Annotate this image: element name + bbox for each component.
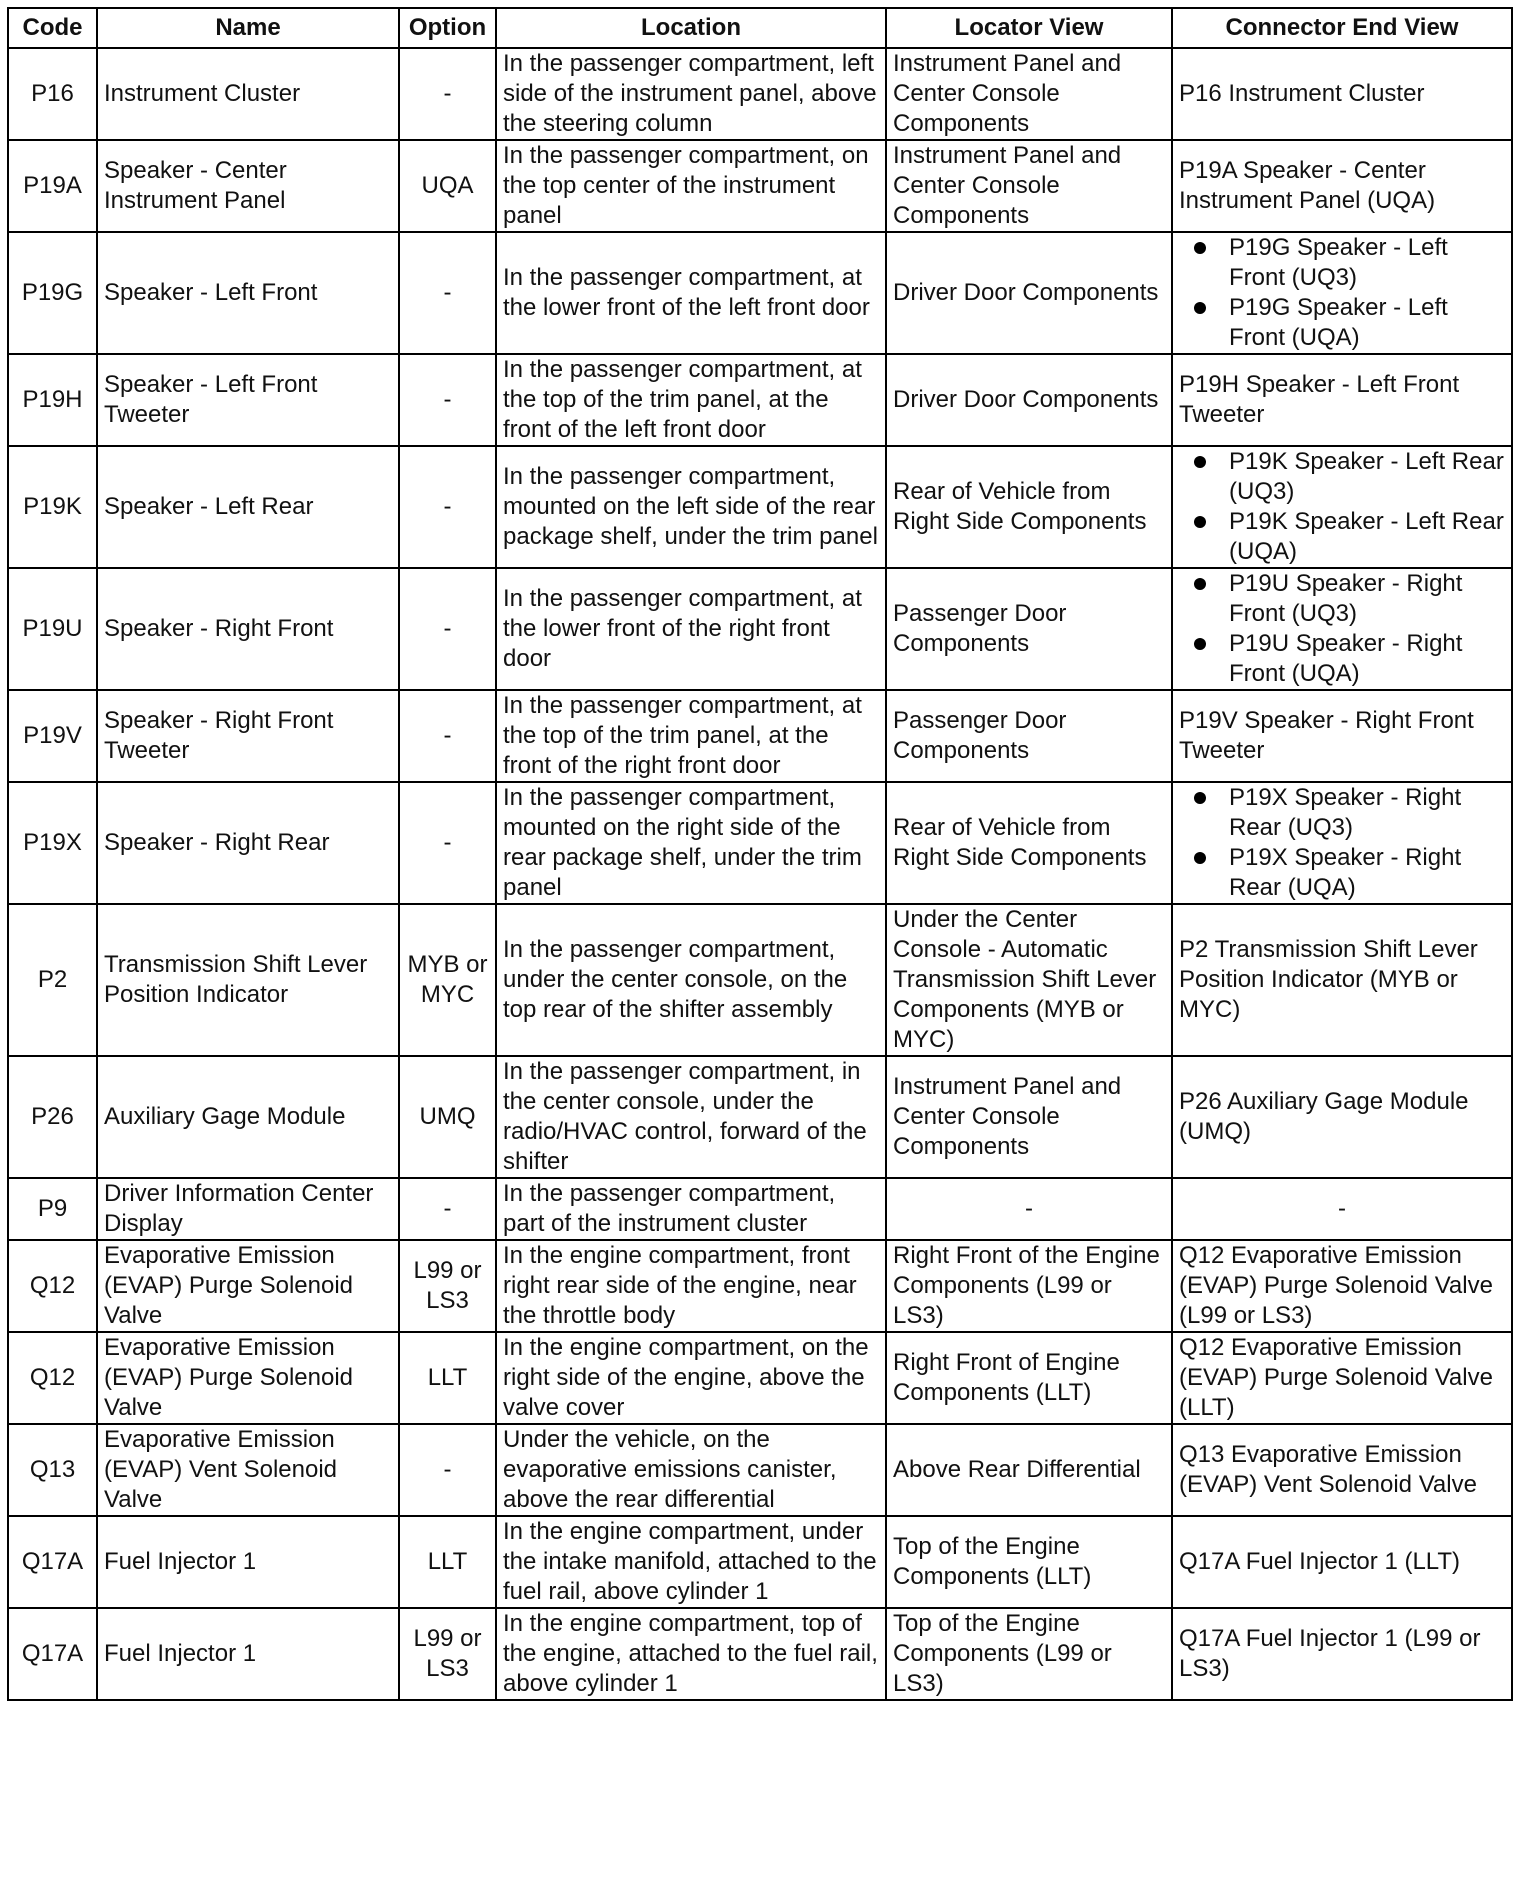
cell-option: -: [399, 782, 496, 904]
connector-text: P19G Speaker - Left Front (UQA): [1229, 294, 1448, 351]
cell-connector-end-view: [1172, 568, 1512, 690]
cell-connector-end-view: P16 Instrument Cluster: [1172, 48, 1512, 140]
cell-locator-view: Top of the Engine Components (LLT): [886, 1516, 1172, 1608]
cell-connector-end-view: [1172, 232, 1512, 354]
cell-connector-end-view: Q17A Fuel Injector 1 (L99 or LS3): [1172, 1608, 1512, 1700]
cell-connector-end-view: [1172, 782, 1512, 904]
cell-option: LLT: [399, 1516, 496, 1608]
cell-code: Q17A: [8, 1608, 97, 1700]
table-row: [8, 1056, 1512, 1178]
bullet-icon: [1194, 578, 1206, 590]
connector-list: [1179, 569, 1505, 689]
cell-code: Q13: [8, 1424, 97, 1516]
cell-location: In the engine compartment, front right rear side of the engine, near the throttle body: [496, 1240, 886, 1332]
cell-location: In the passenger compartment, at the lower front of the left front door: [496, 232, 886, 354]
table-row: [8, 1240, 1512, 1332]
cell-connector-end-view: Q13 Evaporative Emission (EVAP) Vent Solenoid Valve: [1172, 1424, 1512, 1516]
cell-option: -: [399, 48, 496, 140]
cell-connector-end-view: P19H Speaker - Left Front Tweeter: [1172, 354, 1512, 446]
cell-location: In the engine compartment, top of the engine, attached to the fuel rail, above cylinder 1: [496, 1608, 886, 1700]
cell-option: -: [399, 354, 496, 446]
cell-name: Driver Information Center Display: [97, 1178, 399, 1240]
cell-name: Evaporative Emission (EVAP) Purge Solenoid Valve: [97, 1240, 399, 1332]
cell-locator-view: Under the Center Console - Automatic Transmission Shift Lever Components (MYB or MYC): [886, 904, 1172, 1056]
cell-option: UQA: [399, 140, 496, 232]
cell-code: P19K: [8, 446, 97, 568]
cell-name: Transmission Shift Lever Position Indicator: [97, 904, 399, 1056]
cell-code: P2: [8, 904, 97, 1056]
bullet-icon: [1194, 456, 1206, 468]
cell-location: In the passenger compartment, at the top of the trim panel, at the front of the left front door: [496, 354, 886, 446]
cell-option: -: [399, 1424, 496, 1516]
cell-option: -: [399, 232, 496, 354]
header-connector-end-view: Connector End View: [1172, 8, 1512, 48]
cell-locator-view: -: [886, 1178, 1172, 1240]
cell-name: Speaker - Right Rear: [97, 782, 399, 904]
cell-connector-end-view: P19A Speaker - Center Instrument Panel (UQA): [1172, 140, 1512, 232]
cell-locator-view: Passenger Door Components: [886, 690, 1172, 782]
table-row: [8, 1516, 1512, 1608]
cell-name: Auxiliary Gage Module: [97, 1056, 399, 1178]
connector-text: P19X Speaker - Right Rear (UQ3): [1229, 784, 1462, 841]
header-option: Option: [399, 8, 496, 48]
connector-list: [1179, 783, 1505, 903]
cell-code: P19U: [8, 568, 97, 690]
cell-locator-view: Right Front of Engine Components (LLT): [886, 1332, 1172, 1424]
cell-name: Speaker - Left Rear: [97, 446, 399, 568]
cell-connector-end-view: P2 Transmission Shift Lever Position Indicator (MYB or MYC): [1172, 904, 1512, 1056]
table-body: [8, 48, 1512, 1700]
cell-location: In the passenger compartment, mounted on the right side of the rear package shelf, under the trim panel: [496, 782, 886, 904]
table-row: [8, 690, 1512, 782]
bullet-icon: [1194, 638, 1206, 650]
cell-location: In the engine compartment, under the intake manifold, attached to the fuel rail, above cylinder 1: [496, 1516, 886, 1608]
cell-name: Speaker - Center Instrument Panel: [97, 140, 399, 232]
connector-text: P19U Speaker - Right Front (UQ3): [1229, 570, 1463, 627]
cell-name: Speaker - Right Front Tweeter: [97, 690, 399, 782]
table-row: [8, 904, 1512, 1056]
cell-locator-view: Right Front of the Engine Components (L99 or LS3): [886, 1240, 1172, 1332]
cell-option: L99 or LS3: [399, 1608, 496, 1700]
cell-connector-end-view: P19V Speaker - Right Front Tweeter: [1172, 690, 1512, 782]
cell-locator-view: Instrument Panel and Center Console Components: [886, 1056, 1172, 1178]
cell-option: LLT: [399, 1332, 496, 1424]
cell-connector-end-view: Q17A Fuel Injector 1 (LLT): [1172, 1516, 1512, 1608]
bullet-icon: [1194, 792, 1206, 804]
connector-text: P19G Speaker - Left Front (UQ3): [1229, 234, 1448, 291]
cell-option: -: [399, 690, 496, 782]
cell-locator-view: Rear of Vehicle from Right Side Components: [886, 782, 1172, 904]
cell-locator-view: Driver Door Components: [886, 232, 1172, 354]
cell-code: Q12: [8, 1240, 97, 1332]
table-row: [8, 568, 1512, 690]
connector-list-item: [1179, 233, 1505, 293]
connector-list-item: [1179, 507, 1505, 567]
cell-name: Fuel Injector 1: [97, 1516, 399, 1608]
cell-option: L99 or LS3: [399, 1240, 496, 1332]
table-row: [8, 1424, 1512, 1516]
table-row: [8, 48, 1512, 140]
cell-connector-end-view: [1172, 446, 1512, 568]
cell-code: P26: [8, 1056, 97, 1178]
cell-location: In the passenger compartment, under the center console, on the top rear of the shifter assembly: [496, 904, 886, 1056]
table-row: [8, 782, 1512, 904]
header-location: Location: [496, 8, 886, 48]
bullet-icon: [1194, 852, 1206, 864]
table-row: [8, 232, 1512, 354]
cell-locator-view: Top of the Engine Components (L99 or LS3): [886, 1608, 1172, 1700]
cell-locator-view: Instrument Panel and Center Console Components: [886, 48, 1172, 140]
header-row: [8, 8, 1512, 48]
cell-locator-view: Instrument Panel and Center Console Components: [886, 140, 1172, 232]
cell-name: Speaker - Right Front: [97, 568, 399, 690]
cell-locator-view: Passenger Door Components: [886, 568, 1172, 690]
cell-name: Instrument Cluster: [97, 48, 399, 140]
cell-location: In the passenger compartment, mounted on the left side of the rear package shelf, under the trim panel: [496, 446, 886, 568]
cell-code: P19H: [8, 354, 97, 446]
cell-code: Q12: [8, 1332, 97, 1424]
cell-location: In the passenger compartment, on the top center of the instrument panel: [496, 140, 886, 232]
cell-option: UMQ: [399, 1056, 496, 1178]
connector-list-item: [1179, 843, 1505, 903]
cell-location: In the passenger compartment, in the center console, under the radio/HVAC control, forward of the shifter: [496, 1056, 886, 1178]
connector-text: P19K Speaker - Left Rear (UQA): [1229, 508, 1504, 565]
bullet-icon: [1194, 242, 1206, 254]
cell-name: Speaker - Left Front: [97, 232, 399, 354]
connector-list-item: [1179, 569, 1505, 629]
cell-locator-view: Above Rear Differential: [886, 1424, 1172, 1516]
cell-connector-end-view: P26 Auxiliary Gage Module (UMQ): [1172, 1056, 1512, 1178]
cell-location: In the passenger compartment, at the top of the trim panel, at the front of the right front door: [496, 690, 886, 782]
cell-location: In the passenger compartment, part of the instrument cluster: [496, 1178, 886, 1240]
cell-connector-end-view: Q12 Evaporative Emission (EVAP) Purge Solenoid Valve (LLT): [1172, 1332, 1512, 1424]
connector-list-item: [1179, 447, 1505, 507]
table-row: [8, 140, 1512, 232]
cell-code: P19X: [8, 782, 97, 904]
cell-connector-end-view: -: [1172, 1178, 1512, 1240]
cell-code: P19A: [8, 140, 97, 232]
cell-location: In the passenger compartment, at the lower front of the right front door: [496, 568, 886, 690]
header-code: Code: [8, 8, 97, 48]
bullet-icon: [1194, 516, 1206, 528]
header-locator-view: Locator View: [886, 8, 1172, 48]
cell-option: -: [399, 446, 496, 568]
table-row: [8, 1332, 1512, 1424]
cell-option: MYB or MYC: [399, 904, 496, 1056]
cell-name: Speaker - Left Front Tweeter: [97, 354, 399, 446]
cell-option: -: [399, 1178, 496, 1240]
cell-option: -: [399, 568, 496, 690]
table-row: [8, 354, 1512, 446]
cell-code: P19G: [8, 232, 97, 354]
cell-code: Q17A: [8, 1516, 97, 1608]
component-locator-table: [7, 7, 1513, 1701]
table-row: [8, 446, 1512, 568]
cell-code: P19V: [8, 690, 97, 782]
cell-locator-view: Rear of Vehicle from Right Side Components: [886, 446, 1172, 568]
connector-list: [1179, 447, 1505, 567]
connector-text: P19U Speaker - Right Front (UQA): [1229, 630, 1463, 687]
bullet-icon: [1194, 302, 1206, 314]
cell-connector-end-view: Q12 Evaporative Emission (EVAP) Purge Solenoid Valve (L99 or LS3): [1172, 1240, 1512, 1332]
table-row: [8, 1178, 1512, 1240]
cell-name: Fuel Injector 1: [97, 1608, 399, 1700]
cell-location: Under the vehicle, on the evaporative emissions canister, above the rear differential: [496, 1424, 886, 1516]
connector-list-item: [1179, 629, 1505, 689]
header-name: Name: [97, 8, 399, 48]
cell-location: In the passenger compartment, left side of the instrument panel, above the steering column: [496, 48, 886, 140]
cell-locator-view: Driver Door Components: [886, 354, 1172, 446]
connector-list-item: [1179, 783, 1505, 843]
cell-location: In the engine compartment, on the right side of the engine, above the valve cover: [496, 1332, 886, 1424]
connector-list-item: [1179, 293, 1505, 353]
cell-code: P9: [8, 1178, 97, 1240]
cell-name: Evaporative Emission (EVAP) Purge Solenoid Valve: [97, 1332, 399, 1424]
connector-list: [1179, 233, 1505, 353]
table-row: [8, 1608, 1512, 1700]
connector-text: P19X Speaker - Right Rear (UQA): [1229, 844, 1462, 901]
connector-text: P19K Speaker - Left Rear (UQ3): [1229, 448, 1504, 505]
cell-name: Evaporative Emission (EVAP) Vent Solenoid Valve: [97, 1424, 399, 1516]
cell-code: P16: [8, 48, 97, 140]
